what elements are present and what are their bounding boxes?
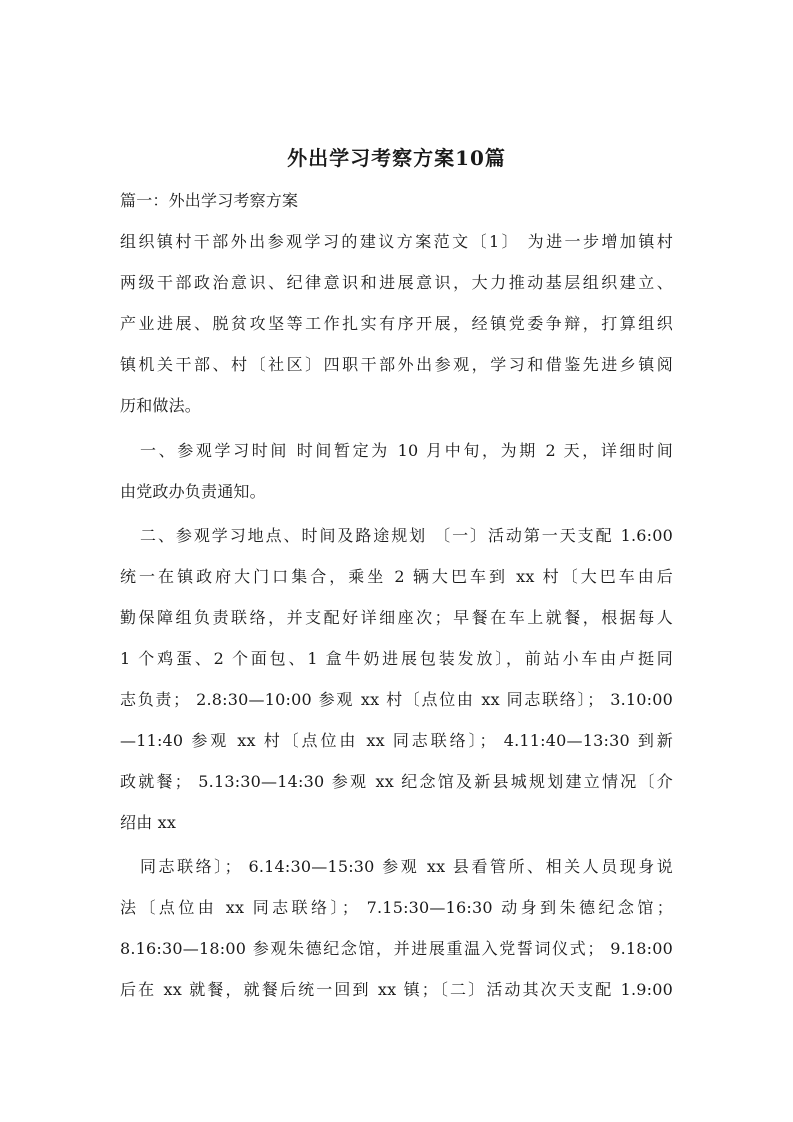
paragraph-line: 绍由 xx [120, 813, 177, 832]
document-title: 外出学习考察方案10篇 [287, 146, 506, 170]
paragraph-line: 一、参观学习时间 时间暂定为 10 月中旬，为期 2 天，详细时间 [140, 441, 673, 460]
paragraph-line: —11:40 参观 xx 村〔点位由 xx 同志联络〕； 4.11:40—13:30 到新 [120, 731, 673, 750]
paragraph-line: 政就餐； 5.13:30—14:30 参观 xx 纪念馆及新县城规划建立情况〔介 [120, 772, 673, 791]
paragraph-line: 统一在镇政府大门口集合，乘坐 2 辆大巴车到 xx 村〔大巴车由后 [120, 567, 673, 586]
paragraph-line: 两级干部政治意识、纪律意识和进展意识，大力推动基层组织建立、 [120, 273, 673, 292]
paragraph-line: 法〔点位由 xx 同志联络〕； 7.15:30—16:30 动身到朱德纪念馆； [120, 898, 673, 917]
paragraph-line: 镇机关干部、村〔社区〕四职干部外出参观，学习和借鉴先进乡镇阅 [120, 355, 673, 374]
paragraph-line: 同志联络〕； 6.14:30—15:30 参观 xx 县看管所、相关人员现身说 [140, 857, 673, 876]
paragraph-line: 8.16:30—18:00 参观朱德纪念馆，并进展重温入党誓词仪式； 9.18:00 [120, 939, 673, 958]
paragraph-line: 勤保障组负责联络，并支配好详细座次；早餐在车上就餐，根据每人 [120, 608, 673, 627]
paragraph-line: 志负责； 2.8:30—10:00 参观 xx 村〔点位由 xx 同志联络〕； 3.10:00 [120, 690, 673, 709]
paragraph-line: 产业进展、脱贫攻坚等工作扎实有序开展，经镇党委争辩，打算组织 [120, 314, 673, 333]
paragraph-line: 历和做法。 [120, 396, 202, 415]
section-heading: 篇一：外出学习考察方案 [120, 191, 299, 210]
paragraph-line: 后在 xx 就餐，就餐后统一回到 xx 镇；〔二〕活动其次天支配 1.9:00 [120, 980, 673, 999]
paragraph-line: 二、参观学习地点、时间及路途规划 〔一〕活动第一天支配 1.6:00 [140, 526, 673, 545]
paragraph-line: 由党政办负责通知。 [120, 482, 266, 501]
paragraph-line: 组织镇村干部外出参观学习的建议方案范文〔1〕 为进一步增加镇村 [120, 232, 673, 251]
paragraph-line: 1 个鸡蛋、2 个面包、1 盒牛奶进展包装发放〕，前站小车由卢挺同 [120, 649, 673, 668]
